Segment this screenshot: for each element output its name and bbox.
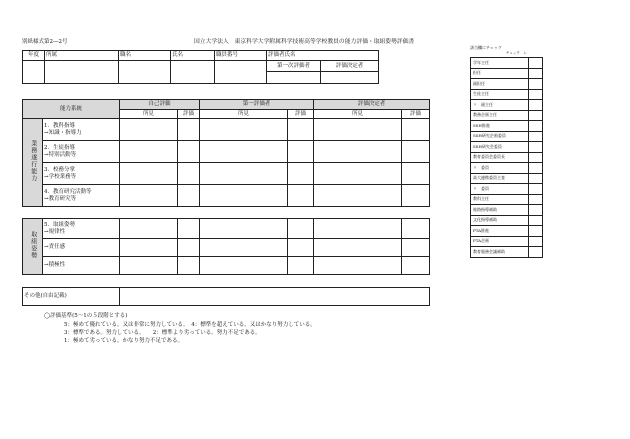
checklist-row (471, 121, 543, 132)
other-label: その他(自由記載) (23, 288, 120, 306)
self-rating-cell[interactable] (178, 257, 200, 275)
item-row-label: 2．生徒指導 →特別活動等 (43, 141, 120, 163)
self-rating-header: 評価 (178, 110, 200, 119)
self-opinion-cell[interactable] (120, 163, 178, 185)
checklist-item-label: 〃 副主任 (471, 100, 529, 111)
item-row-label: 3．校務分掌 →学校業務等 (43, 163, 120, 185)
checklist-row (471, 236, 543, 247)
final-rating-cell[interactable] (402, 163, 430, 185)
first-opinion-cell[interactable] (200, 141, 288, 163)
first-opinion-cell[interactable] (200, 185, 288, 207)
name-field[interactable] (171, 61, 215, 84)
checklist-checkbox[interactable] (529, 163, 543, 174)
section-label-attitude: 取組姿勢 (23, 219, 43, 275)
evaluator-name-label: 評価者氏名 (267, 51, 379, 61)
self-opinion-cell[interactable] (120, 119, 178, 141)
checklist-checkbox[interactable] (529, 173, 543, 184)
section-label-performance: 業務遂行能力 (23, 119, 43, 207)
final-opinion-cell[interactable] (314, 163, 402, 185)
checklist-row (471, 173, 543, 184)
self-opinion-cell[interactable] (120, 239, 178, 257)
job-title-label: 職名 (119, 51, 171, 61)
checklist-item-label: SSH研究企画委員 (471, 131, 529, 142)
item-row-label: 4．教育研究活動等 →教育研究等 (43, 185, 120, 207)
ability-table (22, 99, 430, 207)
final-opinion-cell[interactable] (314, 257, 402, 275)
final-opinion-cell[interactable] (314, 219, 402, 239)
checklist-row (471, 194, 543, 205)
first-opinion-cell[interactable] (200, 239, 288, 257)
final-opinion-cell[interactable] (314, 141, 402, 163)
first-rating-cell[interactable] (288, 141, 314, 163)
first-rating-cell[interactable] (288, 257, 314, 275)
self-opinion-cell[interactable] (120, 185, 178, 207)
checklist-checkbox[interactable] (529, 184, 543, 195)
checklist-item-label: 〃 委員 (471, 184, 529, 195)
checklist-title: 該当欄にチェック (470, 45, 502, 50)
other-free-text-field[interactable] (120, 288, 430, 306)
checklist-checkbox[interactable] (529, 194, 543, 205)
self-rating-cell[interactable] (178, 163, 200, 185)
item-row-label: →積極性 (43, 257, 120, 275)
checklist-item-label: 教務企画主任 (471, 110, 529, 121)
checklist-check-label: チェック レ (506, 51, 527, 55)
first-evaluator-field[interactable] (267, 72, 321, 84)
self-rating-cell[interactable] (178, 185, 200, 207)
checklist-row (471, 89, 543, 100)
self-rating-cell[interactable] (178, 239, 200, 257)
final-opinion-header: 所見 (314, 110, 402, 119)
checklist-checkbox[interactable] (529, 215, 543, 226)
checklist-row (471, 142, 543, 153)
checklist-checkbox[interactable] (529, 226, 543, 237)
checklist-item-label: 生徒主任 (471, 89, 529, 100)
checklist-row (471, 110, 543, 121)
self-eval-header: 自己評価 (120, 100, 200, 110)
final-rating-cell[interactable] (402, 119, 430, 141)
self-opinion-cell[interactable] (120, 257, 178, 275)
first-rating-cell[interactable] (288, 219, 314, 239)
checklist-item-label: 教育服務会議補助 (471, 247, 529, 258)
name-label: 氏名 (171, 51, 215, 61)
final-rating-cell[interactable] (402, 141, 430, 163)
first-rating-cell[interactable] (288, 119, 314, 141)
self-opinion-cell[interactable] (120, 141, 178, 163)
checklist-item-label: 教科主任 (471, 194, 529, 205)
checklist-item-label: 担任 (471, 68, 529, 79)
final-opinion-cell[interactable] (314, 119, 402, 141)
first-opinion-cell[interactable] (200, 219, 288, 239)
checklist-row (471, 152, 543, 163)
final-evaluator-field[interactable] (321, 72, 379, 84)
criteria-line: 1：極めて劣っている。かなり努力不足である。 (64, 338, 184, 344)
first-rating-cell[interactable] (288, 239, 314, 257)
first-evaluator-label: 第一次評価者 (267, 61, 321, 72)
checklist-row (471, 205, 543, 216)
final-eval-header: 評価決定者 (314, 100, 430, 110)
checklist-checkbox[interactable] (529, 68, 543, 79)
final-rating-cell[interactable] (402, 219, 430, 239)
item-row-label: 1．教科指導 →知識・指導力 (43, 119, 120, 141)
checklist-row (471, 79, 543, 90)
staff-number-label: 職員番号 (215, 51, 267, 61)
checklist-item-label: 学年主任 (471, 58, 529, 69)
ability-header: 能力系統 (23, 100, 120, 119)
other-table (22, 287, 430, 306)
first-opinion-cell[interactable] (200, 163, 288, 185)
checklist-row (471, 131, 543, 142)
checklist-checkbox[interactable] (529, 100, 543, 111)
self-rating-cell[interactable] (178, 219, 200, 239)
first-opinion-header: 所見 (200, 110, 288, 119)
checklist-checkbox[interactable] (529, 58, 543, 69)
form-number: 別紙様式第2―2号 (22, 39, 68, 45)
checklist-table (470, 57, 543, 258)
final-rating-header: 評価 (402, 110, 430, 119)
final-rating-cell[interactable] (402, 185, 430, 207)
checklist-checkbox[interactable] (529, 131, 543, 142)
checklist-item-label: SSH研究会委員 (471, 142, 529, 153)
self-rating-cell[interactable] (178, 119, 200, 141)
final-rating-cell[interactable] (402, 239, 430, 257)
checklist-checkbox[interactable] (529, 110, 543, 121)
checklist-row (471, 163, 543, 174)
checklist-item-label: SSH推進 (471, 121, 529, 132)
checklist-checkbox[interactable] (529, 152, 543, 163)
checklist-item-label: 教育委員会委員長 (471, 152, 529, 163)
checklist-row (471, 226, 543, 237)
checklist-checkbox[interactable] (529, 142, 543, 153)
first-opinion-cell[interactable] (200, 257, 288, 275)
checklist-checkbox[interactable] (529, 247, 543, 258)
first-eval-header: 第一評価者 (200, 100, 314, 110)
criteria-heading: ◯評価基準(5～1の５段階とする) (44, 313, 128, 319)
year-field[interactable] (23, 61, 45, 84)
checklist-row (471, 184, 543, 195)
final-evaluator-label: 評価決定者 (321, 61, 379, 72)
checklist-checkbox[interactable] (529, 121, 543, 132)
attitude-table (22, 218, 430, 275)
checklist-item-label: 高大連携委員主査 (471, 173, 529, 184)
item-row-label: 5．取組姿勢 →規律性 (43, 219, 120, 239)
checklist-row (471, 215, 543, 226)
checklist-row (471, 58, 543, 69)
year-label: 年度 (23, 51, 45, 61)
first-rating-header: 評価 (288, 110, 314, 119)
document-title: 国立大学法人 東京科学大学附属科学技術高等学校教員の能力評価・取組姿勢評価書 (194, 39, 415, 45)
self-opinion-header: 所見 (120, 110, 178, 119)
first-opinion-cell[interactable] (200, 119, 288, 141)
staff-number-field[interactable] (215, 61, 267, 84)
checklist-row (471, 100, 543, 111)
checklist-item-label: 〃 委員 (471, 163, 529, 174)
checklist-item-label: PTA企画 (471, 236, 529, 247)
checklist-checkbox[interactable] (529, 205, 543, 216)
checklist-checkbox[interactable] (529, 89, 543, 100)
checklist-row (471, 68, 543, 79)
criteria-line: 3：標準である。努力している。 2：標準より劣っている。努力不足である。 (64, 330, 261, 336)
checklist-item-label: 文化指導補助 (471, 215, 529, 226)
job-title-field[interactable] (119, 61, 171, 84)
checklist-item-label: PTA推進 (471, 226, 529, 237)
self-rating-cell[interactable] (178, 141, 200, 163)
affiliation-label: 所属 (45, 51, 119, 61)
final-opinion-cell[interactable] (314, 185, 402, 207)
final-opinion-cell[interactable] (314, 239, 402, 257)
criteria-line: 5：極めて優れている。又は非常に努力している。 4：標準を超えている。又はかなり努力している。 (64, 322, 316, 328)
checklist-checkbox[interactable] (529, 79, 543, 90)
affiliation-field[interactable] (45, 61, 119, 84)
first-rating-cell[interactable] (288, 185, 314, 207)
checklist-item-label: 副担任 (471, 79, 529, 90)
checklist-item-label: 進路指導補助 (471, 205, 529, 216)
first-rating-cell[interactable] (288, 163, 314, 185)
checklist-row (471, 247, 543, 258)
self-opinion-cell[interactable] (120, 219, 178, 239)
item-row-label: →責任感 (43, 239, 120, 257)
checklist-checkbox[interactable] (529, 236, 543, 247)
final-rating-cell[interactable] (402, 257, 430, 275)
staff-info-table (22, 50, 379, 84)
